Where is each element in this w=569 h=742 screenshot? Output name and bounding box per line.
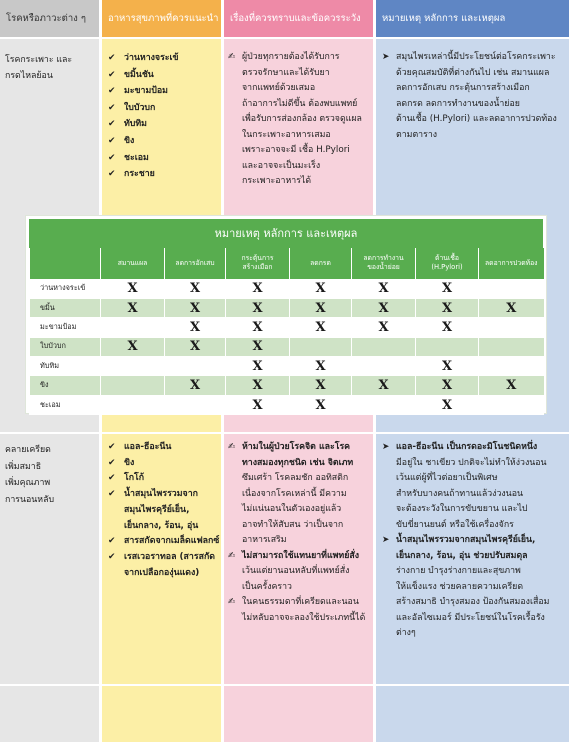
- arrow-bullet-icon: ➤: [382, 52, 390, 62]
- food-item: ✔ ใบบัวบก: [108, 100, 221, 117]
- check-icon: ✔: [108, 489, 116, 500]
- caution-line: ✍ ไม่สามารถใช้แทนยาที่แพทย์สั่ง: [228, 549, 373, 565]
- caution-line: เนื่องจากโรคเหล่านี้ มีความ: [242, 488, 347, 499]
- note-line: ขับขี่ยานยนต์ หรือใช้เครื่องจักร: [396, 519, 514, 530]
- mark-x: X: [416, 279, 479, 298]
- food-item: ✔ ขิง: [108, 133, 221, 150]
- food-item: ✔ ขิง: [108, 456, 221, 472]
- row-label: มะขามป้อม: [30, 318, 101, 337]
- arrow-bullet-icon: ➤: [382, 535, 390, 545]
- note-line: ลดกรด ลดการทำงานของน้ำย่อย: [396, 98, 520, 109]
- food-item: ✔ แอล-ธีอะนีน: [108, 440, 221, 456]
- note-line: สำหรับบางคนถ้าทานแล้วง่วงนอน: [396, 488, 523, 499]
- row-label: ใบบัวบก: [30, 337, 101, 356]
- mark-x: X: [226, 298, 290, 317]
- mark-x: X: [290, 395, 352, 414]
- corner-cell: [30, 248, 101, 279]
- empty-cell: [479, 395, 544, 414]
- note-line: ➤ น้ำสมุนไพรรวมจากสมุนไพรคุรีย์เย็น,: [382, 533, 569, 549]
- mark-x: X: [226, 318, 290, 337]
- empty-cell: [479, 279, 544, 298]
- caution-line: เพราะอาจจะมี เชื้อ H.Pylori: [242, 145, 350, 155]
- mark-x: X: [226, 376, 290, 395]
- table-row: [30, 376, 544, 395]
- section3-foods-cell: [102, 686, 221, 742]
- header-condition: โรคหรือภาวะต่าง ๆ: [0, 0, 99, 37]
- section2-notes-cell: [376, 434, 569, 684]
- table-row: [30, 395, 544, 414]
- check-icon: ✔: [108, 152, 116, 163]
- row-label: ว่านหางจระเข้: [30, 279, 101, 298]
- caution-line: เป็นครั้งคราว: [242, 581, 292, 592]
- caution-line: ✍ ในคนธรรมดาที่เครียดและนอน: [228, 595, 373, 611]
- food-item: ✔ น้ำสมุนไพรรวมจาก: [108, 487, 221, 503]
- caution-line: อาจทำให้สับสน ว่าเป็นจาก: [242, 519, 344, 530]
- check-icon: ✔: [108, 119, 116, 130]
- food-item: ✔ กระชาย: [108, 166, 221, 183]
- column-header: สมานแผล: [101, 248, 165, 279]
- caution-line: ตรวจรักษาและได้รับยา: [242, 67, 330, 78]
- caution-line: ไม่แน่นอนในตัวเองอยู่แล้ว: [242, 504, 342, 514]
- food-item: ✔ ชะเอม: [108, 150, 221, 167]
- caution-line: จากแพทย์ด้วยเสมอ: [242, 83, 316, 93]
- food-item-cont: เย็นกลาง, ร้อน, อุ่น: [124, 520, 199, 531]
- food-item: ✔ ทับทิม: [108, 116, 221, 133]
- note-line: มีอยู่ใน ชาเขียว ปกติจะไม่ทำให้ง่วงนอน: [396, 457, 547, 468]
- note-line: เว้นแต่ผู้ที่ไวต่อยาเป็นพิเศษ: [396, 473, 498, 483]
- mark-x: X: [226, 395, 290, 414]
- note-line: และอัลไซเมอร์ มีประโยชน์ในโรคเรื้อรัง: [396, 612, 545, 623]
- mark-x: X: [352, 318, 416, 337]
- column-header: ลดกรด: [290, 248, 352, 279]
- pencil-icon: ✍: [228, 442, 236, 452]
- mark-x: X: [165, 318, 226, 337]
- condition-line: โรคกระเพาะ และ: [5, 55, 73, 65]
- note-line: เย็นกลาง, ร้อน, อุ่น ช่วยปรับสมดุล: [396, 550, 528, 561]
- mark-x: X: [165, 376, 226, 395]
- mark-x: X: [416, 395, 479, 414]
- note-line: ต้านเชื้อ (H.Pylori) และลดอาการปวดท้อง: [396, 114, 557, 124]
- mark-x: X: [290, 279, 352, 298]
- empty-cell: [352, 357, 416, 376]
- caution-line: เว้นแต่ยานอนหลับที่แพทย์สั่ง: [242, 566, 350, 576]
- check-icon: ✔: [108, 551, 116, 562]
- food-item-cont: จากเปลือกองุ่นแดง): [124, 567, 200, 578]
- section2-foods-cell: [102, 434, 221, 684]
- mark-x: X: [290, 298, 352, 317]
- empty-cell: [101, 376, 165, 395]
- note-line: สร้างสมาธิ บำรุงสมอง ป้องกันสมองเสื่อม: [396, 597, 550, 607]
- table-row: [30, 318, 544, 337]
- table-row: [30, 298, 544, 317]
- column-header: ลดการทำงาน ของน้ำย่อย: [352, 248, 416, 279]
- food-item: ✔ โกโก้: [108, 471, 221, 487]
- caution-line: ซึมเศร้า โรคลมชัก ออทิสติก: [242, 473, 349, 483]
- mark-x: X: [226, 279, 290, 298]
- caution-line: อาหารเสริม: [242, 535, 287, 545]
- condition-line: เพิ่มสมาธิ: [5, 461, 42, 472]
- food-item: ✔ เรสเวอราทอล (สารสกัด: [108, 550, 221, 566]
- mark-x: X: [352, 279, 416, 298]
- caution-line: ✍ ผู้ป่วยทุกรายต้องได้รับการ: [228, 50, 373, 66]
- caution-line: ไม่หลับอาจจะลองใช้ประเภทนี้ได้: [242, 612, 366, 623]
- check-icon: ✔: [108, 86, 116, 97]
- mark-x: X: [101, 279, 165, 298]
- empty-cell: [352, 337, 416, 356]
- note-line: ให้แข็งแรง ช่วยคลายความเครียด: [396, 581, 524, 592]
- table-row: [30, 337, 544, 356]
- note-line: ลดการอักเสบ กระตุ้นการสร้างเมือก: [396, 83, 530, 93]
- header-notes: หมายเหตุ หลักการ และเหตุผล: [376, 0, 569, 37]
- empty-cell: [101, 357, 165, 376]
- check-icon: ✔: [108, 135, 116, 146]
- table-title: หมายเหตุ หลักการ และเหตุผล: [29, 219, 543, 248]
- note-line: ตามตาราง: [396, 129, 438, 140]
- mark-x: X: [416, 357, 479, 376]
- section3-caution-cell: [224, 686, 373, 742]
- section2-condition-cell: [0, 434, 99, 684]
- mark-x: X: [290, 357, 352, 376]
- check-icon: ✔: [108, 102, 116, 113]
- empty-cell: [479, 337, 544, 356]
- food-item: ✔ ว่านหางจระเข้: [108, 50, 221, 67]
- note-line: ด้วยคุณสมบัติที่ต่างกันไป เช่น สมานแผล: [396, 67, 550, 78]
- empty-cell: [416, 337, 479, 356]
- note-line: ➤ สมุนไพรเหล่านี้มีประโยชน์ต่อโรคกระเพาะ: [382, 50, 569, 66]
- pencil-icon: ✍: [228, 52, 236, 62]
- empty-cell: [290, 337, 352, 356]
- row-label: ชะเอม: [30, 395, 101, 414]
- note-line: ร่างกาย บำรุงร่างกายและสุขภาพ: [396, 566, 521, 576]
- empty-cell: [165, 357, 226, 376]
- condition-line: เพิ่มคุณภาพ: [5, 478, 51, 488]
- note-line: จะต้องระวังในการขับขยาน และไป: [396, 504, 528, 514]
- food-item-cont: สมุนไพรคุรีย์เย็น,: [124, 504, 190, 515]
- section3-condition-cell: [0, 686, 99, 742]
- mark-x: X: [226, 357, 290, 376]
- condition-line: การนอนหลับ: [5, 494, 55, 505]
- mark-x: X: [416, 318, 479, 337]
- mark-x: X: [290, 376, 352, 395]
- mark-x: X: [352, 376, 416, 395]
- check-icon: ✔: [108, 536, 116, 547]
- condition-line: กรดไหลย้อน: [5, 70, 53, 81]
- caution-line: ทางสมองทุกชนิด เช่น จิตเภท: [242, 457, 354, 468]
- empty-cell: [101, 395, 165, 414]
- column-header: ต้านเชื้อ (H.Pylori): [416, 248, 479, 279]
- caution-line: ในกระเพาะอาหารเสมอ: [242, 129, 331, 140]
- check-icon: ✔: [108, 442, 116, 452]
- check-icon: ✔: [108, 53, 116, 63]
- header-foods: อาหารสุขภาพที่ควรแนะนำ: [102, 0, 221, 37]
- mark-x: X: [290, 318, 352, 337]
- condition-line: คลายเครียด: [5, 445, 51, 455]
- table-row: [30, 279, 544, 298]
- arrow-bullet-icon: ➤: [382, 442, 390, 452]
- mark-x: X: [101, 298, 165, 317]
- column-header: กระตุ้นการ สร้างเมือก: [226, 248, 290, 279]
- row-label: ขมิ้น: [30, 298, 101, 317]
- food-item: ✔ ขมิ้นชัน: [108, 67, 221, 84]
- mark-x: X: [352, 298, 416, 317]
- food-item: ✔ สารสกัดจากเมล็ดแฟลกซ์: [108, 534, 221, 550]
- check-icon: ✔: [108, 473, 116, 484]
- empty-cell: [101, 318, 165, 337]
- properties-table: [26, 216, 546, 413]
- mark-x: X: [226, 337, 290, 356]
- row-label: ทับทิม: [30, 357, 101, 376]
- caution-line: กระเพาะอาหารได้: [242, 176, 312, 186]
- empty-cell: [165, 395, 226, 414]
- column-header: ลดอาการปวดท้อง: [479, 248, 544, 279]
- mark-x: X: [416, 298, 479, 317]
- mark-x: X: [479, 298, 544, 317]
- header-caution: เรื่องที่ควรทราบและข้อควรระวัง: [224, 0, 373, 37]
- caution-line: และอาจจะเป็นมะเร็ง: [242, 160, 321, 171]
- table-row: [30, 357, 544, 376]
- mark-x: X: [101, 337, 165, 356]
- note-line: ต่างๆ: [396, 628, 416, 638]
- caution-line: ✍ ห้ามในผู้ป่วยโรคจิต และโรค: [228, 440, 373, 456]
- caution-line: ถ้าอาการไม่ดีขึ้น ต้องพบแพทย์: [242, 98, 358, 109]
- row-label: ขิง: [30, 376, 101, 395]
- pencil-icon: ✍: [228, 550, 236, 561]
- check-icon: ✔: [108, 457, 116, 468]
- empty-cell: [479, 357, 544, 376]
- note-line: ➤ แอล-ธีอะนีน เป็นกรดอะมิโนชนิดหนึ่ง: [382, 440, 569, 456]
- mark-x: X: [416, 376, 479, 395]
- column-header: ลดการอักเสบ: [165, 248, 226, 279]
- mark-x: X: [165, 337, 226, 356]
- section3-notes-cell: [376, 686, 569, 742]
- mark-x: X: [165, 279, 226, 298]
- section2-caution-cell: [224, 434, 373, 684]
- mark-x: X: [479, 376, 544, 395]
- check-icon: ✔: [108, 69, 116, 80]
- caution-line: เพื่อรับการส่องกล้อง ตรวจดูแผล: [242, 114, 362, 124]
- empty-cell: [479, 318, 544, 337]
- pencil-icon: ✍: [228, 597, 236, 607]
- empty-cell: [352, 395, 416, 414]
- mark-x: X: [165, 298, 226, 317]
- check-icon: ✔: [108, 169, 116, 180]
- food-item: ✔ มะขามป้อม: [108, 83, 221, 100]
